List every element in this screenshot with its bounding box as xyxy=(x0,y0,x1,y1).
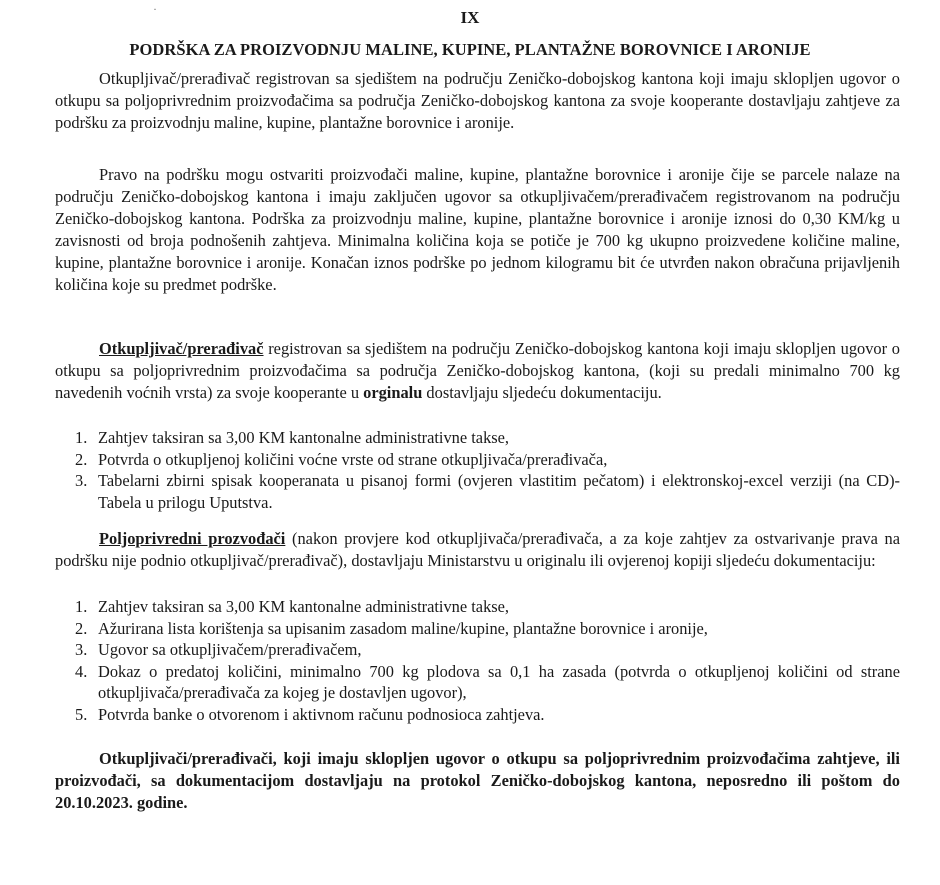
list-text: Ugovor sa otkupljivačem/prerađivačem, xyxy=(98,640,362,659)
list-item xyxy=(75,427,900,449)
closing-paragraph: Otkupljivači/prerađivači, koji imaju sklopljen ugovor o otkupu sa poljoprivrednim proizvođačima zahtjeve, ili proizvođači, sa dokumentacijom dostavljaju na protokol Zeničko-dobojskog kantona, neposredno ili poštom do 20.10.2023. godine. xyxy=(55,749,900,812)
scan-mark: · xyxy=(153,2,157,16)
list-number: 2. xyxy=(75,618,88,638)
list-text: Dokaz o predatoj količini, minimalno 700 kg plodova sa 0,1 ha zasada (potvrda o otkupljenoj količini od strane otkupljivača/prerađivača za kojeg je dostavljen ugovor), xyxy=(98,661,900,702)
buyer-text-a: registrovan sa sjedištem na području Zeničko-dobojskog kantona koji imaju sklopljen ugovor o otkupu sa poljoprivrednim proizvođačima sa područja Zeničko-dobojskog kantona, (koji su predali minimalno 700 kg navedenih voćnih vrsta) za svoje kooperante u xyxy=(55,339,900,402)
list-text: Potvrda o otkupljenoj količini voćne vrste od strane otkupljivača/prerađivača, xyxy=(98,449,608,469)
paragraph-intro: Otkupljivač/prerađivač registrovan sa sjedištem na području Zeničko-dobojskog kantona koji imaju sklopljen ugovor o otkupu sa poljoprivrednim proizvođačima sa područja Zeničko-dobojskog kantona za svoje kooperante dostavljaju zahtjeve za podršku za proizvodnju maline, kupine, plantažne borovnice i aronije. xyxy=(55,69,900,132)
section-title: PODRŠKA ZA PROIZVODNJU MALINE, KUPINE, PLANTAŽNE BOROVNICE I ARONIJE xyxy=(129,40,811,59)
list-text: Zahtjev taksiran sa 3,00 KM kantonalne administrativne takse, xyxy=(98,597,510,616)
list-number: 2. xyxy=(75,449,88,469)
list-number: 1. xyxy=(75,428,88,447)
list-number: 4. xyxy=(75,661,88,681)
paragraph-eligibility: Pravo na podršku mogu ostvariti proizvođači maline, kupine, plantažne borovnice i aronije čije se parcele nalaze na području Zeničko-dobojskog kantona i imaju zaključen ugovor sa otkupljivačem/prerađivačem registrovanom na području Zeničko-dobojskog kantona. Podrška za proizvodnju maline, kupine, plantažne borovnice i aronije iznosi do 0,30 KM/kg u zavisnosti od broja podnošenih zahtjeva. Minimalna količina koja se potiče je 700 kg ukupno proizvedene količine maline, kupine, plantažne borovnice i aronije. Konačan iznos podrške po jednom kilogramu bit će utvrđen nakon obračuna prijavljenih količina koje su predmet podrške. xyxy=(55,165,900,294)
list-text: Zahtjev taksiran sa 3,00 KM kantonalne administrativne takse, xyxy=(98,428,510,447)
producer-text: (nakon provjere kod otkupljivača/prerađivača, a za koje zahtjev za ostvarivanje prava na podršku nije podnio otkupljivač/prerađivač), dostavljaju Ministarstvu u originalu ili ovjerenoj kopiji sljedeću dokumentaciju: xyxy=(55,529,900,570)
buyer-document-list xyxy=(75,427,900,513)
list-number: 1. xyxy=(75,597,88,616)
list-text: Tabelarni zbirni spisak kooperanata u pisanoj formi (ovjeren vlastitim pečatom) i elektronskoj-excel verziji (na CD)-Tabela u prilogu Uputstva. xyxy=(98,471,900,512)
buyer-text-b: dostavljaju sljedeću dokumentaciju. xyxy=(422,383,662,402)
list-item xyxy=(75,470,900,513)
list-text: Potvrda banke o otvorenom i aktivnom računu podnosioca zahtjeva. xyxy=(98,704,545,724)
paragraph-producer xyxy=(55,528,900,572)
list-number: 3. xyxy=(75,640,88,659)
list-item xyxy=(75,596,900,618)
buyer-heading: Otkupljivač/prerađivač xyxy=(99,339,264,358)
list-item xyxy=(75,704,900,726)
list-text: Ažurirana lista korištenja sa upisanim zasadom maline/kupine, plantažne borovnice i aronije, xyxy=(98,618,708,638)
producer-heading: Poljoprivredni prozvođači xyxy=(99,529,286,548)
list-number: 3. xyxy=(75,471,88,490)
section-number: IX xyxy=(460,8,480,27)
paragraph-buyer xyxy=(55,338,900,404)
producer-document-list xyxy=(75,596,900,725)
list-item xyxy=(75,639,900,661)
list-item xyxy=(75,618,900,640)
list-number: 5. xyxy=(75,704,88,724)
list-item xyxy=(75,449,900,471)
list-item xyxy=(75,661,900,704)
buyer-emphasis: orginalu xyxy=(363,383,423,402)
